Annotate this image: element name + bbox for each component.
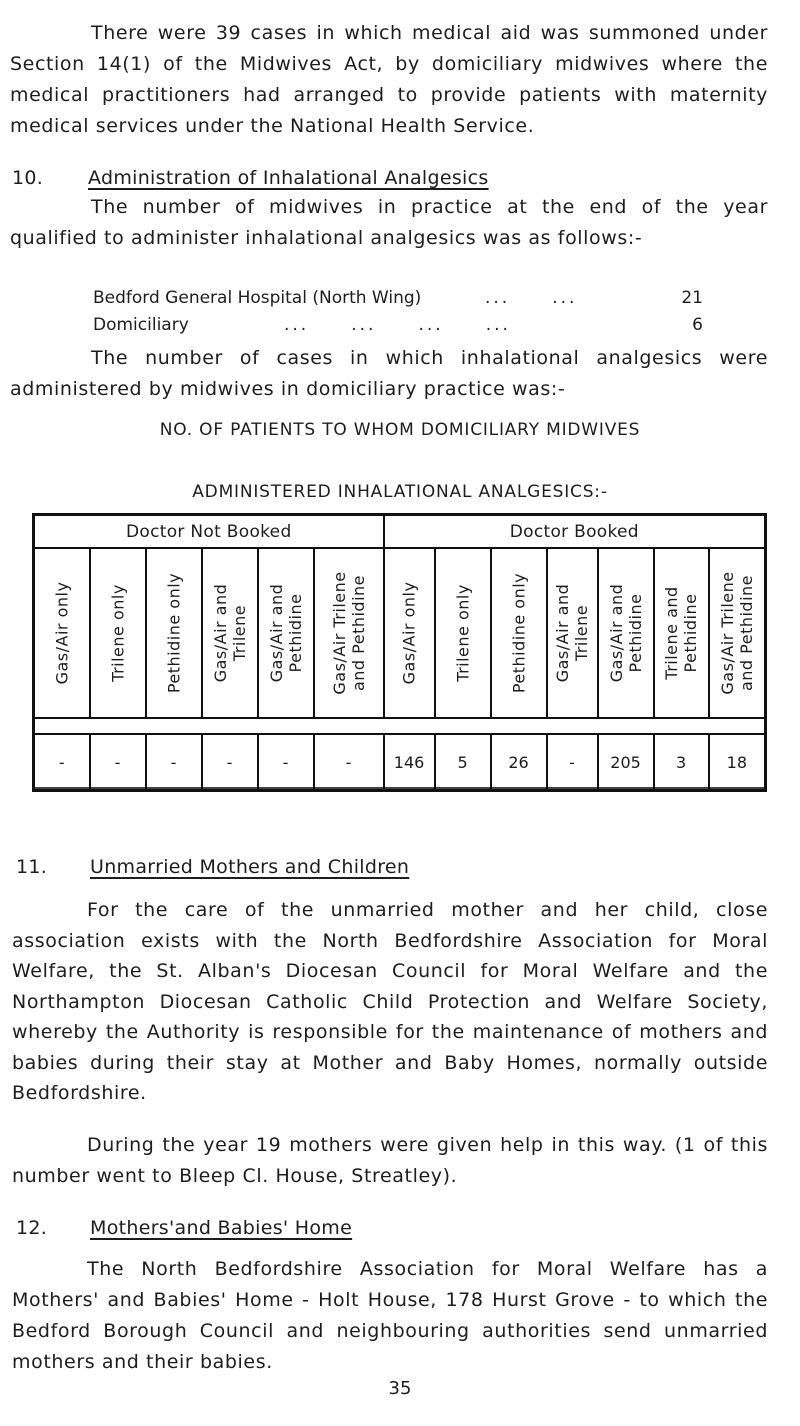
- list-item: [93, 313, 703, 337]
- column-header-text: Gas/Air and: [210, 583, 230, 683]
- list-value: 21: [681, 288, 703, 308]
- column-header-text: Pethidine: [625, 593, 645, 673]
- table-cell: 205: [598, 734, 654, 791]
- section-title: Mothers'and Babies' Home: [90, 1217, 353, 1239]
- group-header-doctor-booked: Doctor Booked: [384, 515, 766, 549]
- section-title: Unmarried Mothers and Children: [90, 856, 410, 878]
- table-cell: 3: [654, 734, 709, 791]
- section-number: 11.: [16, 856, 48, 878]
- column-header: [258, 548, 314, 718]
- table-cell: -: [314, 734, 384, 791]
- column-header-text: Trilene and: [662, 586, 682, 680]
- column-header-text: Pethidine: [285, 593, 305, 673]
- column-header: [598, 548, 654, 718]
- section-number: 10.: [12, 167, 44, 189]
- column-header: [90, 548, 146, 718]
- column-header-text: Pethidine: [681, 593, 701, 673]
- column-header: [314, 548, 384, 718]
- column-header: [34, 548, 90, 718]
- column-header-text: Trilene: [229, 604, 249, 662]
- column-header: [384, 548, 435, 718]
- section-10-heading: [12, 165, 772, 191]
- table-title-line-2: ADMINISTERED INHALATIONAL ANALGESICS:-: [192, 482, 608, 502]
- table-spacer: [34, 718, 766, 734]
- section-12-heading: [16, 1215, 776, 1241]
- column-header-text: Gas/Air only: [52, 581, 72, 685]
- column-header: [435, 548, 491, 718]
- table-cell: -: [547, 734, 598, 791]
- section-number: 12.: [16, 1217, 48, 1239]
- cases-paragraph: The number of cases in which inhalational analgesics were administered by midwives in domiciliary practice was:-: [10, 347, 768, 400]
- analgesics-table: [32, 513, 767, 792]
- column-header-text: and Pethidine: [736, 574, 756, 692]
- mothers-helped-paragraph: During the year 19 mothers were given help in this way. (1 of this number went to Bleep Cl. House, Streatley).: [12, 1134, 768, 1187]
- leader-dots: ... ... ... ...: [284, 315, 511, 335]
- column-header: [146, 548, 202, 718]
- group-header-doctor-not-booked: Doctor Not Booked: [34, 515, 384, 549]
- column-header-text: Trilene only: [453, 584, 473, 682]
- midwives-qualified-paragraph: The number of midwives in practice at the end of the year qualified to administer inhalational analgesics was as follows:-: [10, 196, 768, 249]
- home-paragraph: The North Bedfordshire Association for Moral Welfare has a Mothers' and Babies' Home - Holt House, 178 Hurst Grove - to which the Bedford Borough Council and neighbouring authorities send unmarried mothers and their babies.: [12, 1258, 768, 1373]
- section-title: Administration of Inhalational Analgesics: [88, 167, 489, 189]
- column-header-text: Gas/Air and: [266, 583, 286, 683]
- column-header: [491, 548, 547, 718]
- column-header-text: Pethidine only: [509, 572, 529, 694]
- column-header-text: Trilene only: [108, 584, 127, 682]
- column-header: [202, 548, 258, 718]
- table-title-line-1: NO. OF PATIENTS TO WHOM DOMICILIARY MIDWIVES: [159, 420, 641, 440]
- column-header: [654, 548, 709, 718]
- table-cell: 18: [709, 734, 766, 791]
- table-cell: -: [146, 734, 202, 791]
- leader-dots: ... ...: [485, 288, 578, 308]
- column-header-text: Gas/Air and: [606, 583, 626, 683]
- column-header-text: Gas/Air only: [399, 581, 419, 685]
- opening-paragraph: There were 39 cases in which medical aid was summoned under Section 14(1) of the Midwives Act, by domiciliary midwives where the medical practitioners had arranged to provide patients with maternity medical services under the National Health Service.: [10, 22, 768, 137]
- list-label: Domiciliary: [93, 315, 189, 335]
- table-cell: -: [258, 734, 314, 791]
- table-cell: -: [202, 734, 258, 791]
- table-cell: -: [90, 734, 146, 791]
- list-item: [93, 286, 703, 310]
- column-header-text: Gas/Air Trilene: [329, 571, 349, 695]
- page-number: 35: [388, 1378, 412, 1399]
- list-value: 6: [692, 315, 703, 335]
- table-cell: -: [34, 734, 90, 791]
- column-header-text: Trilene: [572, 604, 592, 662]
- table-cell: 26: [491, 734, 547, 791]
- table-cell: 5: [435, 734, 491, 791]
- unmarried-mothers-paragraph: For the care of the unmarried mother and her child, close association exists with the North Bedfordshire Association for Moral Welfare, the St. Alban's Diocesan Council for Moral Welfare and the Northampton Diocesan Catholic Child Protection and Welfare Society, whereby the Authority is responsible for the maintenance of mothers and babies during their stay at Mother and Baby Homes, normally outside Bedfordshire.: [12, 899, 768, 1104]
- table-cell: 146: [384, 734, 435, 791]
- column-header-text: Gas/Air Trilene: [717, 571, 737, 695]
- column-header: [709, 548, 766, 718]
- column-header-text: Pethidine only: [164, 572, 183, 694]
- column-header-text: Gas/Air and: [553, 583, 573, 683]
- section-11-heading: [16, 854, 776, 880]
- column-header-text: and Pethidine: [348, 574, 368, 692]
- column-header: [547, 548, 598, 718]
- list-label: Bedford General Hospital (North Wing): [93, 288, 422, 308]
